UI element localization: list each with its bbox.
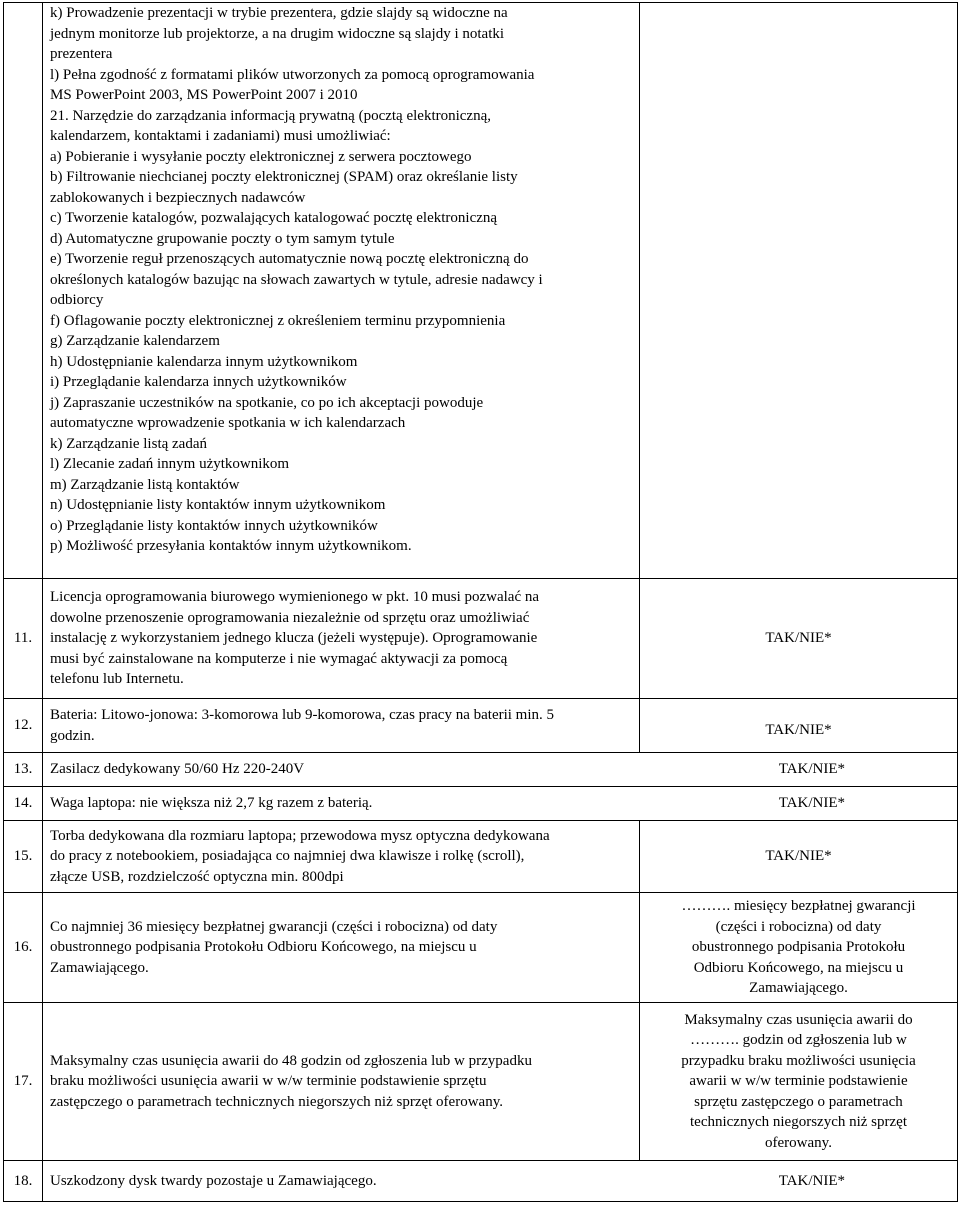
text-line: braku możliwości usunięcia awarii w w/w terminie podstawienie sprzętu (50, 1073, 487, 1090)
description-line: określonych katalogów bazując na słowach zawartych w tytule, adresie nadawcy i (50, 271, 543, 288)
row-value (640, 821, 958, 893)
table-row (4, 1161, 958, 1202)
row-description (43, 753, 958, 787)
table-row (4, 753, 958, 787)
description-line: k) Zarządzanie listą zadań (50, 435, 207, 452)
row-value (640, 893, 958, 1003)
row-description (43, 787, 958, 821)
text-line: (części i robocizna) od daty (715, 918, 882, 935)
description-line: n) Udostępnianie listy kontaktów innym użytkownikom (50, 497, 386, 513)
text-line: awarii w w/w terminie podstawienie (689, 1073, 908, 1090)
text-line: złącze USB, rozdzielczość optyczna min. 800dpi (50, 868, 344, 885)
text-line: przypadku braku możliwości usunięcia (681, 1052, 916, 1069)
table-row (4, 579, 958, 699)
row-number-cell (4, 3, 43, 579)
text-line: Torba dedykowana dla rozmiaru laptopa; przewodowa mysz optyczna dedykowana (50, 827, 550, 844)
table-row (4, 893, 958, 1003)
text-line: godzin. (50, 727, 95, 744)
text-line: dowolne przenoszenie oprogramowania niezależnie od sprzętu oraz umożliwiać (50, 609, 530, 626)
text-line: telefonu lub Internetu. (50, 671, 184, 688)
row-number: 18. (4, 1161, 43, 1202)
table-row-continuation (4, 3, 958, 579)
row-description (43, 1161, 958, 1202)
row-description (43, 699, 640, 753)
description-line: m) Zarządzanie listą kontaktów (50, 476, 240, 493)
text-line: TAK/NIE* (765, 630, 832, 647)
row-description-text: Zasilacz dedykowany 50/60 Hz 220-240V (50, 761, 305, 778)
table-row (4, 1003, 958, 1161)
description-line: zablokowanych i bezpiecznych nadawców (50, 189, 306, 206)
row-number: 11. (4, 579, 43, 699)
text-line: Zamawiającego. (749, 980, 848, 997)
description-line: jednym monitorze lub projektorze, a na drugim widoczne są slajdy i notatki (50, 25, 505, 42)
row-description (43, 821, 640, 893)
row-value (640, 1003, 958, 1161)
row-number: 12. (4, 699, 43, 753)
description-line: g) Zarządzanie kalendarzem (50, 333, 220, 349)
text-line: Zamawiającego. (50, 959, 149, 976)
row-value-cell (640, 3, 958, 579)
description-line: e) Tworzenie reguł przenoszących automatycznie nową pocztę elektroniczną do (50, 251, 529, 267)
description-line: k) Prowadzenie prezentacji w trybie prezentera, gdzie slajdy są widoczne na (50, 5, 508, 21)
text-line: ………. godzin od zgłoszenia lub w (690, 1032, 907, 1049)
description-line: d) Automatyczne grupowanie poczty o tym samym tytule (50, 230, 395, 247)
description-line: j) Zapraszanie uczestników na spotkanie, co po ich akceptacji powoduje (50, 394, 484, 411)
text-line: zastępczego o parametrach technicznych niegorszych niż sprzęt oferowany. (50, 1093, 503, 1110)
description-line: p) Możliwość przesyłania kontaktów innym użytkownikom. (50, 538, 412, 554)
text-line: Odbioru Końcowego, na miejscu u (693, 959, 904, 976)
table-row (4, 821, 958, 893)
text-line: do pracy z notebookiem, posiadająca co najmniej dwa klawisze i rolkę (scroll), (50, 848, 525, 865)
description-line: prezentera (50, 46, 113, 62)
description-line: a) Pobieranie i wysyłanie poczty elektronicznej z serwera pocztowego (50, 148, 472, 165)
description-line: f) Oflagowanie poczty elektronicznej z określeniem terminu przypomnienia (50, 312, 506, 329)
row-value: TAK/NIE* (778, 795, 845, 812)
row-value: TAK/NIE* (778, 761, 845, 778)
text-line: Bateria: Litowo-jonowa: 3-komorowa lub 9-komorowa, czas pracy na baterii min. 5 (50, 707, 555, 723)
text-line: Co najmniej 36 miesięcy bezpłatnej gwarancji (części i robocizna) od daty (50, 918, 498, 935)
description-line: odbiorcy (50, 292, 104, 308)
description-line: automatyczne wprowadzenie spotkania w ich kalendarzach (50, 415, 406, 431)
text-line: sprzętu zastępczego o parametrach (694, 1093, 903, 1110)
table-row (4, 699, 958, 753)
description-line: h) Udostępnianie kalendarza innym użytkownikom (50, 353, 358, 370)
text-line: Maksymalny czas usunięcia awarii do 48 godzin od zgłoszenia lub w przypadku (50, 1052, 532, 1069)
row-number: 13. (4, 753, 43, 787)
description-line: b) Filtrowanie niechcianej poczty elektronicznej (SPAM) oraz określanie listy (50, 169, 518, 185)
row-description (43, 579, 640, 699)
text-line: musi być zainstalowane na komputerze i nie wymagać aktywacji za pomocą (50, 650, 508, 667)
description-line: MS PowerPoint 2003, MS PowerPoint 2007 i 2010 (50, 87, 358, 103)
text-line: TAK/NIE* (765, 848, 832, 865)
row-value: TAK/NIE* (778, 1172, 845, 1189)
row-value (640, 699, 958, 753)
row-value (640, 579, 958, 699)
text-line: Maksymalny czas usunięcia awarii do (684, 1011, 913, 1028)
description-line: c) Tworzenie katalogów, pozwalających katalogować pocztę elektroniczną (50, 210, 498, 226)
description-lines (50, 3, 633, 557)
description-line: l) Zlecanie zadań innym użytkownikom (50, 456, 290, 472)
row-description-cell (43, 3, 640, 579)
description-line: 21. Narzędzie do zarządzania informacją prywatną (pocztą elektroniczną, (50, 107, 491, 124)
text-line: instalację z wykorzystaniem jednego klucza (jeżeli występuje). Oprogramowanie (50, 630, 538, 647)
description-line: i) Przeglądanie kalendarza innych użytkowników (50, 374, 347, 390)
row-description (43, 893, 640, 1003)
row-number: 16. (4, 893, 43, 1003)
row-number: 17. (4, 1003, 43, 1161)
text-line: oferowany. (765, 1134, 832, 1151)
row-description-text: Waga laptopa: nie większa niż 2,7 kg razem z baterią. (50, 795, 373, 812)
row-number: 15. (4, 821, 43, 893)
row-description (43, 1003, 640, 1161)
specification-table (3, 2, 958, 1202)
description-line: l) Pełna zgodność z formatami plików utworzonych za pomocą oprogramowania (50, 66, 535, 83)
text-line: obustronnego podpisania Protokołu Odbioru Końcowego, na miejscu u (50, 939, 477, 956)
row-description-text: Uszkodzony dysk twardy pozostaje u Zamawiającego. (50, 1172, 377, 1189)
text-line: Licencja oprogramowania biurowego wymienionego w pkt. 10 musi pozwalać na (50, 589, 540, 606)
description-line: o) Przeglądanie listy kontaktów innych użytkowników (50, 517, 378, 534)
row-number: 14. (4, 787, 43, 821)
text-line: ………. miesięcy bezpłatnej gwarancji (681, 898, 916, 915)
text-line: technicznych niegorszych niż sprzęt (690, 1114, 907, 1131)
text-line: obustronnego podpisania Protokołu (691, 939, 906, 956)
text-line: TAK/NIE* (765, 722, 832, 739)
table-row (4, 787, 958, 821)
description-line: kalendarzem, kontaktami i zadaniami) musi umożliwiać: (50, 128, 391, 144)
